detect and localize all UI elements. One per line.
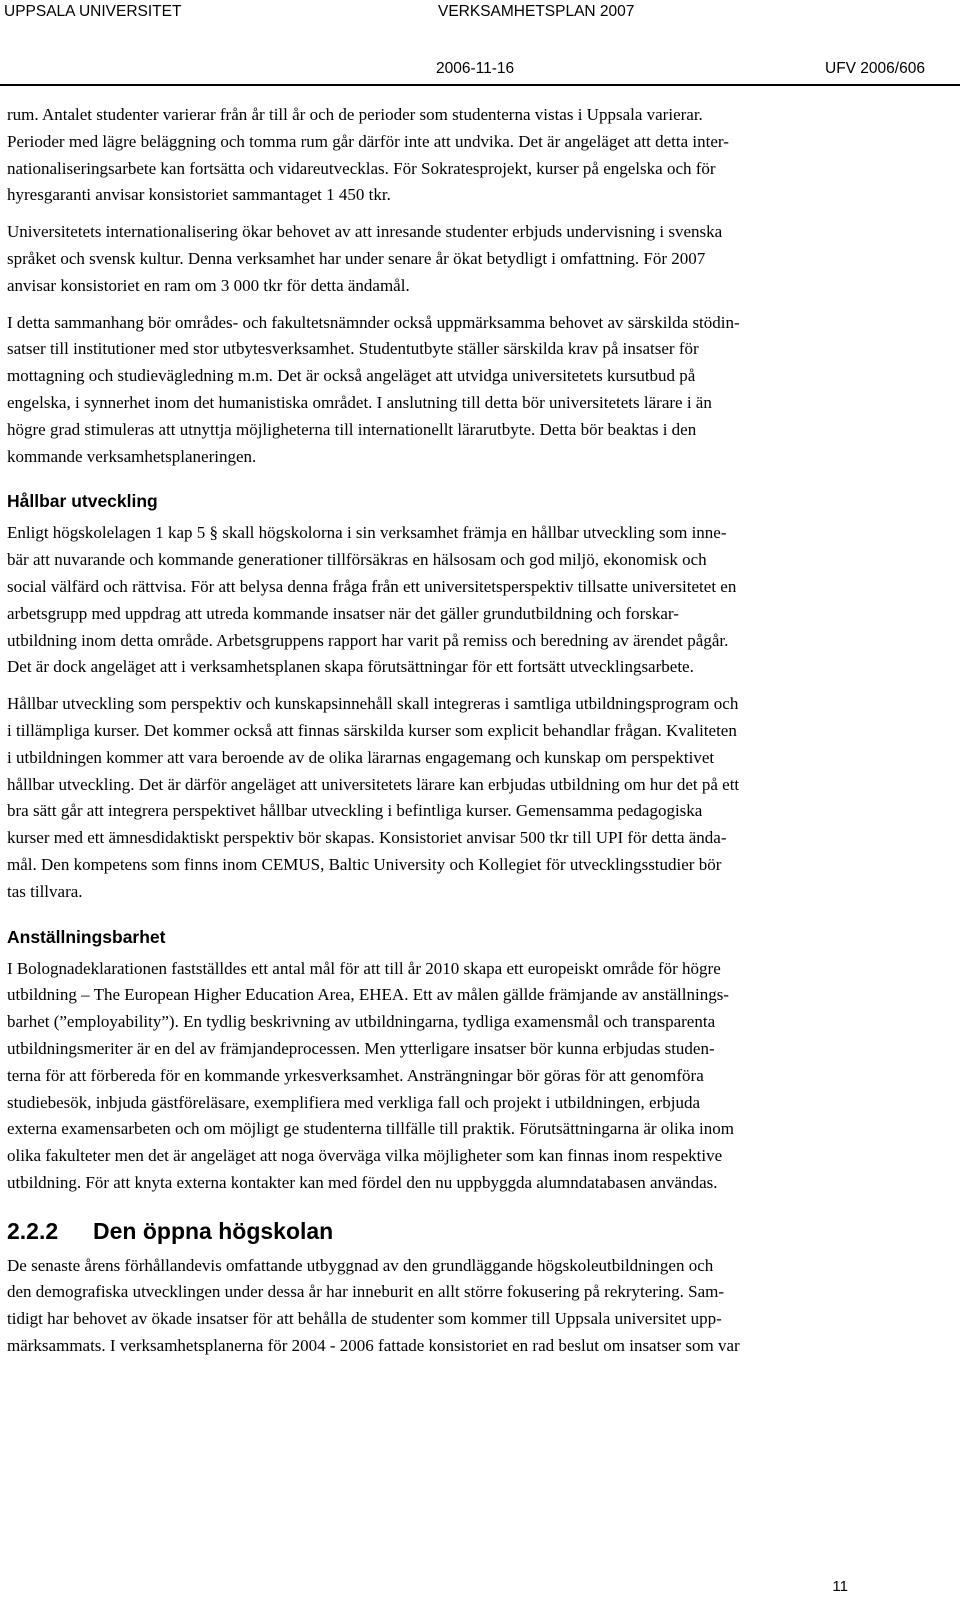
text-line: barhet (”employability”). En tydlig beskrivning av utbildningarna, tydliga examensmål och transparenta xyxy=(7,1012,716,1032)
text-line: hållbar utveckling. Det är därför angeläget att universitetets lärare kan erbjudas utbildning om hur det på ett xyxy=(7,774,740,794)
text-line: Enligt högskolelagen 1 kap 5 § skall högskolorna i sin verksamhet främja en hållbar utveckling som inne- xyxy=(7,523,727,543)
text-line: utbildningsmeriter är en del av främjandeprocessen. Men ytterligare insatser bör kunna erbjudas studen- xyxy=(7,1038,715,1058)
paragraph xyxy=(7,102,947,209)
text-line: utbildning inom detta område. Arbetsgruppens rapport har varit på remiss och beredning av ärendet pågår. xyxy=(7,630,729,650)
text-line: engelska, i synnerhet inom det humanistiska området. I anslutning till detta bör universitetets lärare i än xyxy=(7,392,712,412)
text-line: den demografiska utvecklingen under dessa år har inneburit en allt större fokusering på rekrytering. Sam- xyxy=(7,1282,725,1302)
text-line: satser till institutioner med stor utbytesverksamhet. Studentutbyte ställer särskilda krav på insatser för xyxy=(7,339,699,359)
header-document-title: VERKSAMHETSPLAN 2007 xyxy=(438,3,635,20)
text-line: tas tillvara. xyxy=(7,881,83,901)
text-line: externa examensarbeten och om möjligt ge studenterna tillfälle till praktik. Förutsättningarna är olika inom xyxy=(7,1119,735,1139)
section-title: Den öppna högskolan xyxy=(93,1217,334,1244)
text-line: olika fakulteter men det är angeläget att noga överväga vilka möjligheter som kan finnas inom respektive xyxy=(7,1146,723,1166)
header-organization: UPPSALA UNIVERSITET xyxy=(4,3,182,20)
text-line: språket och svensk kultur. Denna verksamhet har under senare år ökat betydligt i omfattning. För 2007 xyxy=(7,248,706,268)
text-line: hyresgaranti anvisar konsistoriet sammantaget 1 450 tkr. xyxy=(7,185,391,205)
text-line: I Bolognadeklarationen fastställdes ett antal mål för att till år 2010 skapa ett europeiskt område för högre xyxy=(7,958,721,978)
paragraph xyxy=(7,956,947,1197)
text-line: i utbildningen kommer att vara beroende av de olika lärarnas engagemang och kunskap om perspektivet xyxy=(7,747,715,767)
header-rule xyxy=(0,84,960,86)
text-line: tidigt har behovet av ökade insatser för att behålla de studenter som kommer till Uppsala universitet upp- xyxy=(7,1309,722,1329)
text-line: bär att nuvarande och kommande generationer tillförsäkras en hälsosam och god miljö, ekonomisk och xyxy=(7,550,707,570)
paragraph xyxy=(7,520,947,681)
text-line: kurser med ett ämnesdidaktiskt perspektiv bör skapas. Konsistoriet anvisar 500 tkr till UPI för detta ända- xyxy=(7,828,727,848)
text-line: i tillämpliga kurser. Det kommer också att finnas särskilda kurser som explicit behandlar frågan. Kvaliteten xyxy=(7,720,737,740)
text-line: nationaliseringsarbete kan fortsätta och vidareutvecklas. För Sokratesprojekt, kurser på engelska och för xyxy=(7,158,716,178)
header-reference: UFV 2006/606 xyxy=(825,60,925,77)
page-header xyxy=(0,0,960,86)
document-body xyxy=(7,102,947,1360)
paragraph xyxy=(7,219,947,299)
text-line: anvisar konsistoriet en ram om 3 000 tkr för detta ändamål. xyxy=(7,275,410,295)
text-line: mottagning och studievägledning m.m. Det är också angeläget att utvidga universitetets kursutbud på xyxy=(7,366,696,386)
text-line: mål. Den kompetens som finns inom CEMUS, Baltic University och Kollegiet för utvecklingsstudier bör xyxy=(7,854,722,874)
header-date: 2006-11-16 xyxy=(436,60,515,77)
text-line: kommande verksamhetsplaneringen. xyxy=(7,446,257,466)
text-line: bra sätt går att integrera perspektivet hållbar utveckling i befintliga kurser. Gemensamma pedagogiska xyxy=(7,801,703,821)
text-line: studiebesök, inbjuda gästföreläsare, exemplifiera med verkliga fall och projekt i utbildningen, erbjuda xyxy=(7,1092,700,1112)
text-line: Universitetets internationalisering ökar behovet av att inresande studenter erbjuds undervisning i svenska xyxy=(7,222,723,242)
text-line: I detta sammanhang bör områdes- och fakultetsnämnder också uppmärksamma behovet av särskilda stödin- xyxy=(7,312,740,332)
text-line: utbildning – The European Higher Education Area, EHEA. Ett av målen gällde främjande av anställnings- xyxy=(7,985,729,1005)
text-line: De senaste årens förhållandevis omfattande utbyggnad av den grundläggande högskoleutbildningen och xyxy=(7,1255,714,1275)
text-line: märksammats. I verksamhetsplanerna för 2004 - 2006 fattade konsistoriet en rad beslut om insatser som var xyxy=(7,1336,740,1356)
text-line: rum. Antalet studenter varierar från år till år och de perioder som studenterna vistas i Uppsala varierar. xyxy=(7,105,703,124)
section-heading-open-university xyxy=(7,1215,947,1247)
text-line: social välfärd och rättvisa. För att belysa denna fråga från ett universitetsperspektiv tillsatte universitetet en xyxy=(7,576,737,596)
text-line: Hållbar utveckling som perspektiv och kunskapsinnehåll skall integreras i samtliga utbildningsprogram och xyxy=(7,694,739,714)
section-number: 2.2.2 xyxy=(7,1217,59,1244)
text-line: Det är dock angeläget att i verksamhetsplanen skapa förutsättningar för ett fortsätt utvecklingsarbete. xyxy=(7,657,694,677)
page-number: 11 xyxy=(832,1578,848,1595)
paragraph xyxy=(7,691,947,905)
text-line: högre grad stimuleras att utnyttja möjligheterna till internationellt lärarutbyte. Detta bör beaktas i den xyxy=(7,419,697,439)
text-line: Perioder med lägre beläggning och tomma rum går därför inte att undvika. Det är angeläget att detta inter- xyxy=(7,131,729,151)
paragraph xyxy=(7,310,947,471)
text-line: terna för att förbereda för en kommande yrkesverksamhet. Ansträngningar bör göras för att genomföra xyxy=(7,1065,704,1085)
paragraph xyxy=(7,1253,947,1360)
text-line: utbildning. För att knyta externa kontakter kan med fördel den nu uppbyggda alumndatabasen användas. xyxy=(7,1172,718,1192)
section-heading-sustainability: Hållbar utveckling xyxy=(7,491,158,512)
text-line: arbetsgrupp med uppdrag att utreda kommande insatser när det gäller grundutbildning och forskar- xyxy=(7,603,679,623)
section-heading-employability: Anställningsbarhet xyxy=(7,926,166,947)
